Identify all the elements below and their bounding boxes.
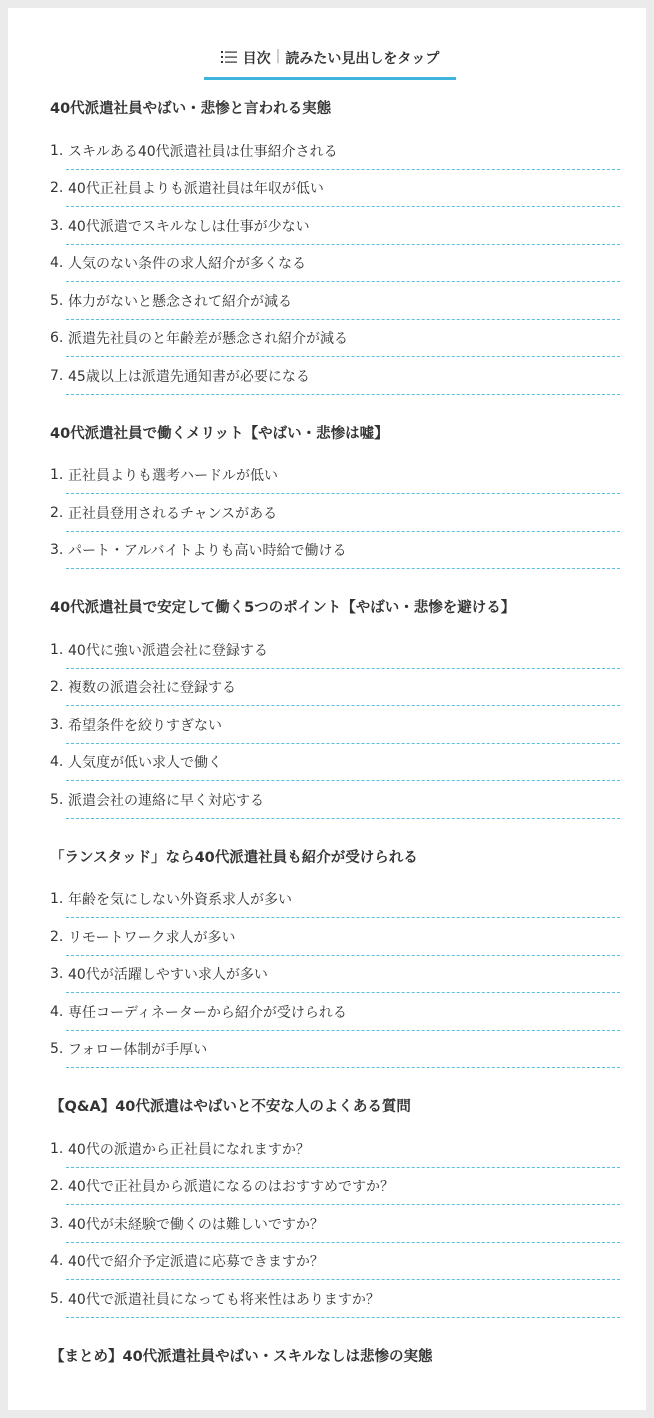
toc-item-number: 3. (50, 542, 64, 559)
toc-item[interactable] (50, 1205, 620, 1243)
toc-section-heading[interactable]: 40代派遣社員で働くメリット【やばい・悲惨は嘘】 (50, 425, 389, 442)
toc-section-heading[interactable]: 40代派遣社員やばい・悲惨と言われる実態 (50, 101, 332, 117)
toc-item-number: 5. (50, 292, 64, 309)
toc-item-number: 3. (50, 1215, 64, 1232)
toc-item-link[interactable]: 年齢を気にしない外資系求人が多い (68, 892, 292, 909)
toc-label: 目次 (242, 51, 271, 67)
toc-item-link[interactable]: 45歳以上は派遣先通知書が必要になる (68, 368, 310, 385)
toc-item[interactable] (50, 282, 620, 320)
toc-item[interactable] (50, 494, 620, 532)
toc-list (50, 631, 620, 819)
toc-separator: | (275, 48, 281, 64)
toc-item-link[interactable]: 正社員よりも選考ハードルが低い (68, 468, 278, 485)
toc-item-number: 5. (50, 791, 64, 808)
toc-item[interactable] (50, 631, 620, 669)
toc-final-heading[interactable]: 【まとめ】40代派遣社員やばい・スキルなしは悲惨の実態 (50, 1348, 433, 1365)
toc-section-heading[interactable]: 40代派遣社員で安定して働く5つのポイント【やばい・悲惨を避ける】 (50, 600, 516, 616)
toc-item-link[interactable]: 40代で正社員から派遣になるのはおすすめですか？ (68, 1179, 394, 1196)
toc-instruction: 読みたい見出しをタップ (285, 51, 440, 67)
toc-item[interactable] (50, 245, 620, 283)
toc-section-heading[interactable]: 【Q&A】40代派遣はやばいと不安な人のよくある質問 (50, 1099, 411, 1115)
toc-item[interactable] (50, 320, 620, 358)
toc-item[interactable] (50, 1031, 620, 1069)
toc-item-number: 1. (50, 467, 64, 484)
toc-list (50, 881, 620, 1069)
toc-item-link[interactable]: 40代が活躍しやすい求人が多い (68, 967, 268, 984)
toc-item-link[interactable]: 専任コーディネーターから紹介が受けられる (68, 1004, 347, 1021)
toc-item[interactable] (50, 956, 620, 994)
toc-item[interactable] (50, 532, 620, 570)
toc-item-number: 1. (50, 891, 64, 908)
toc-item[interactable] (50, 357, 620, 395)
toc-item-link[interactable]: フォロー体制が手厚い (68, 1042, 208, 1059)
toc-item-link[interactable]: 40代正社員よりも派遣社員は年収が低い (68, 181, 324, 198)
toc-item-number: 2. (50, 1178, 64, 1195)
toc-item-link[interactable]: 正社員登用されるチャンスがある (68, 505, 278, 522)
toc-item-number: 4. (50, 754, 64, 771)
toc-item-number: 4. (50, 255, 64, 272)
toc-list (50, 457, 620, 570)
toc-item-number: 5. (50, 1290, 64, 1307)
toc-item-number: 5. (50, 1041, 64, 1058)
toc-item[interactable] (50, 457, 620, 495)
toc-item-link[interactable]: 複数の派遣会社に登録する (68, 680, 236, 697)
toc-item[interactable] (50, 132, 620, 170)
toc-header (204, 42, 456, 80)
toc-item-link[interactable]: 40代で派遣社員になっても将来性はありますか？ (68, 1291, 380, 1308)
toc-item-link[interactable]: 40代が未経験で働くのは難しいですか？ (68, 1216, 324, 1233)
toc-item[interactable] (50, 706, 620, 744)
toc-item-number: 1. (50, 1140, 64, 1157)
toc-item[interactable] (50, 170, 620, 208)
toc-item-link[interactable]: 人気度が低い求人で働く (68, 755, 222, 772)
toc-section-heading[interactable]: 「ランスタッド」なら40代派遣社員も紹介が受けられる (50, 849, 418, 866)
toc-item-number: 7. (50, 367, 64, 384)
toc-item-number: 4. (50, 1003, 64, 1020)
toc-item-link[interactable]: 派遣会社の連絡に早く対応する (68, 792, 264, 809)
toc-item[interactable] (50, 881, 620, 919)
toc-item[interactable] (50, 918, 620, 956)
toc-list (50, 1130, 620, 1318)
toc-section (50, 597, 620, 819)
toc-item[interactable] (50, 781, 620, 819)
toc-item-number: 1. (50, 142, 64, 159)
toc-item-link[interactable]: 40代派遣でスキルなしは仕事が少ない (68, 218, 310, 235)
toc-item[interactable] (50, 1168, 620, 1206)
toc-item-link[interactable]: 40代で紹介予定派遣に応募できますか？ (68, 1254, 324, 1271)
toc-body (50, 98, 620, 1380)
toc-section (50, 98, 620, 395)
toc-item[interactable] (50, 669, 620, 707)
toc-item-link[interactable]: リモートワーク求人が多い (68, 929, 236, 946)
toc-item[interactable] (50, 1280, 620, 1318)
toc-item[interactable] (50, 744, 620, 782)
toc-item-link[interactable]: 40代の派遣から正社員になれますか？ (68, 1141, 310, 1158)
toc-item[interactable] (50, 993, 620, 1031)
toc-item-number: 2. (50, 928, 64, 945)
toc-section (50, 423, 620, 570)
toc-item[interactable] (50, 1243, 620, 1281)
toc-item-number: 1. (50, 641, 64, 658)
toc-item-number: 2. (50, 180, 64, 197)
toc-item-number: 6. (50, 330, 64, 347)
list-icon (221, 50, 237, 64)
toc-item-link[interactable]: 体力がないと懸念されて紹介が減る (68, 293, 292, 310)
toc-item[interactable] (50, 1130, 620, 1168)
toc-section (50, 847, 620, 1069)
toc-item-link[interactable]: 40代に強い派遣会社に登録する (68, 642, 268, 659)
toc-item-number: 3. (50, 966, 64, 983)
toc-item-number: 2. (50, 504, 64, 521)
toc-item-link[interactable]: 人気のない条件の求人紹介が多くなる (68, 256, 306, 273)
toc-item-number: 3. (50, 217, 64, 234)
toc-item[interactable] (50, 207, 620, 245)
toc-item-link[interactable]: 派遣先社員のと年齢差が懸念され紹介が減る (68, 331, 348, 348)
toc-item-link[interactable]: 希望条件を絞りすぎない (68, 717, 222, 734)
toc-item-number: 2. (50, 679, 64, 696)
toc-section (50, 1096, 620, 1318)
toc-item-number: 3. (50, 716, 64, 733)
toc-item-link[interactable]: スキルある40代派遣社員は仕事紹介される (68, 143, 338, 160)
toc-list (50, 132, 620, 395)
toc-item-link[interactable]: パート・アルバイトよりも高い時給で働ける (68, 543, 347, 560)
toc-item-number: 4. (50, 1253, 64, 1270)
